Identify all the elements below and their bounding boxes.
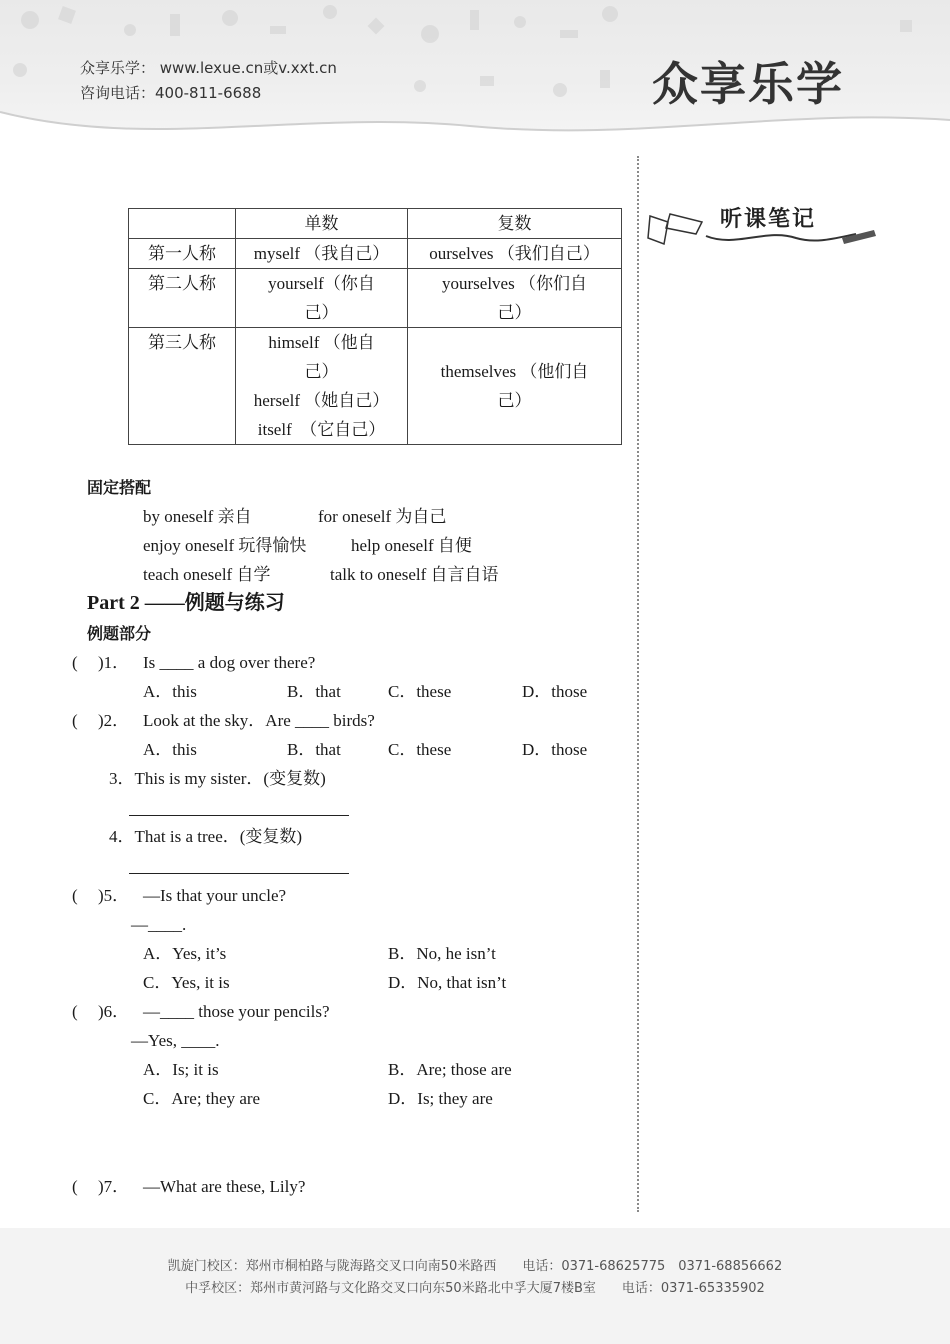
table-row — [129, 328, 622, 445]
dialog-answer: —Yes, ____. — [131, 1031, 220, 1050]
table-row — [129, 239, 622, 269]
cell-line: 己） — [304, 303, 339, 322]
cell-line: themselves （他们自 — [440, 362, 589, 381]
singular-cell — [236, 239, 408, 269]
cell-line: herself （她自己） — [253, 391, 390, 410]
phone-line: 咨询电话：400-811-6688 — [80, 84, 262, 102]
option: D．those — [522, 740, 588, 759]
person-cell: 第一人称 — [129, 239, 236, 269]
dialog-answer: —____. — [131, 915, 187, 934]
cell-line: 己） — [497, 303, 532, 322]
question-number: )2． — [98, 711, 130, 730]
option: C．these — [388, 740, 452, 759]
answer-paren: ( — [72, 1177, 78, 1196]
dotted-divider — [637, 156, 639, 1212]
question-stem: 3．This is my sister．(变复数) — [109, 769, 326, 788]
footer-campus-1: 凯旋门校区：郑州市桐柏路与陇海路交叉口向南50米路西 电话：0371-68625775 0371-68856662 — [167, 1259, 783, 1274]
header-band — [0, 0, 950, 150]
option: C．these — [388, 682, 452, 701]
question-stem: —What are these, Lily? — [143, 1177, 306, 1196]
part-title: Part 2 ——例题与练习 — [87, 592, 285, 614]
singular-cell — [236, 328, 408, 445]
option: B．that — [287, 740, 341, 759]
answer-paren: ( — [72, 1002, 78, 1021]
collocation-item: help oneself 自便 — [351, 536, 472, 555]
option: D．No, that isn’t — [388, 973, 507, 992]
collocation-item: for oneself 为自己 — [318, 507, 447, 526]
table-row — [129, 269, 622, 328]
collocation-item: teach oneself 自学 — [143, 565, 271, 584]
option: A．Is; it is — [143, 1060, 219, 1079]
collocation-item: enjoy oneself 玩得愉快 — [143, 536, 307, 555]
question-stem: Look at the sky．Are ____ birds? — [143, 711, 375, 730]
person-cell: 第三人称 — [129, 328, 236, 445]
option: A．Yes, it’s — [143, 944, 227, 963]
cell-line: yourselves （你们自 — [442, 274, 587, 293]
option: B．that — [287, 682, 341, 701]
question-number: )6． — [98, 1002, 130, 1021]
cell-line: ourselves （我们自己） — [429, 244, 600, 263]
examples-subtitle: 例题部分 — [87, 624, 152, 643]
answer-paren: ( — [72, 711, 78, 730]
table-header-row — [129, 209, 622, 239]
option: D．Is; they are — [388, 1089, 493, 1108]
cell-line: 己） — [304, 362, 339, 381]
option: C．Are; they are — [143, 1089, 261, 1108]
option: A．this — [143, 740, 197, 759]
collocations-heading: 固定搭配 — [87, 478, 152, 497]
question-stem: —Is that your uncle? — [143, 886, 287, 905]
option: C．Yes, it is — [143, 973, 230, 992]
option: B．Are; those are — [388, 1060, 512, 1079]
cell-line: himself （他自 — [268, 333, 375, 352]
footer — [0, 1228, 950, 1344]
question-stem: Is ____ a dog over there? — [143, 653, 316, 672]
answer-blank-line[interactable] — [129, 815, 349, 816]
answer-paren: ( — [72, 653, 78, 672]
answer-paren: ( — [72, 886, 78, 905]
collocation-item: talk to oneself 自言自语 — [330, 565, 499, 584]
cell-line: 己） — [497, 391, 532, 410]
website-line: 众享乐学： www.lexue.cn或v.xxt.cn — [80, 59, 337, 77]
question-number: )7． — [98, 1177, 130, 1196]
person-cell: 第二人称 — [129, 269, 236, 328]
brand-logo: 众享乐学 — [652, 57, 844, 111]
cell-line: yourself（你自 — [268, 274, 375, 293]
notes-title: 听课笔记 — [720, 206, 817, 232]
question-number: )5． — [98, 886, 130, 905]
question-stem: 4．That is a tree．(变复数) — [109, 827, 303, 846]
collocation-item: by oneself 亲自 — [143, 507, 252, 526]
table-header-cell: 单数 — [236, 209, 408, 239]
option: D．those — [522, 682, 588, 701]
cell-line: itself （它自己） — [257, 420, 386, 439]
singular-cell — [236, 269, 408, 328]
footer-campus-2: 中孚校区：郑州市黄河路与文化路交叉口向东50米路北中孚大厦7楼B室 电话：0371-65335902 — [185, 1281, 765, 1296]
reflexive-pronoun-table — [128, 208, 622, 445]
contact-info — [80, 56, 337, 106]
cell-line: myself （我自己） — [253, 244, 390, 263]
plural-cell — [408, 328, 622, 445]
option: B．No, he isn’t — [388, 944, 496, 963]
table-header-cell: 复数 — [408, 209, 622, 239]
question-stem: —____ those your pencils? — [143, 1002, 330, 1021]
answer-blank-line[interactable] — [129, 873, 349, 874]
plural-cell — [408, 269, 622, 328]
plural-cell — [408, 239, 622, 269]
option: A．this — [143, 682, 197, 701]
table-header-cell — [129, 209, 236, 239]
question-number: )1． — [98, 653, 130, 672]
